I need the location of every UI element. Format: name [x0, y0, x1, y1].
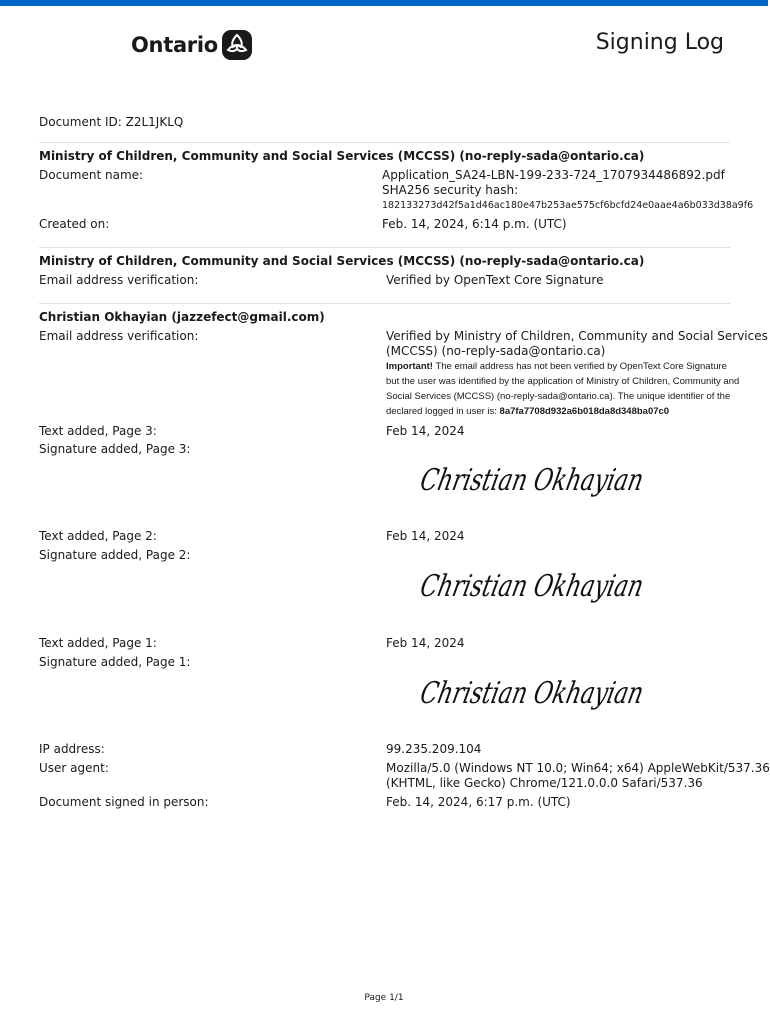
created-label: Created on: [39, 217, 110, 231]
text-added-label: Text added, Page 1: [39, 636, 157, 650]
document-name-value: Application_SA24-LBN-199-233-724_1707934486892.pdf [382, 168, 725, 182]
signature-text: Christian Okhayian [417, 463, 719, 498]
signature-text: Christian Okhayian [417, 569, 719, 604]
important-text: declared logged in user is: [386, 406, 497, 417]
important-note-end [386, 404, 669, 419]
important-text: The email address has not been verified by OpenText Core Signature [435, 361, 727, 372]
top-accent-bar [0, 0, 768, 6]
email-verification-label: Email address verification: [39, 273, 199, 287]
created-value: Feb. 14, 2024, 6:14 p.m. (UTC) [382, 217, 567, 231]
user-agent-label: User agent: [39, 761, 109, 775]
text-added-value: Feb 14, 2024 [386, 424, 465, 438]
page-number: Page 1/1 [364, 993, 404, 1003]
important-text: but the user was identified by the application of Ministry of Children, Community and [386, 376, 740, 387]
section-heading: Ministry of Children, Community and Social Services (MCCSS) (no-reply-sada@ontario.ca) [39, 254, 645, 268]
signature-text: Christian Okhayian [417, 676, 719, 711]
email-verification-label: Email address verification: [39, 329, 199, 343]
user-agent-value: Mozilla/5.0 (Windows NT 10.0; Win64; x64) AppleWebKit/537.36 [386, 761, 770, 775]
logo-text: Ontario [131, 33, 218, 57]
signature-added-label: Signature added, Page 2: [39, 548, 191, 562]
important-note [386, 359, 727, 374]
email-verification-value: (MCCSS) (no-reply-sada@ontario.ca) [386, 344, 606, 358]
document-name-label: Document name: [39, 168, 144, 182]
ontario-logo [131, 30, 252, 60]
signed-in-person-value: Feb. 14, 2024, 6:17 p.m. (UTC) [386, 795, 571, 809]
divider [39, 247, 730, 248]
ip-address-value: 99.235.209.104 [386, 742, 482, 756]
divider [39, 303, 730, 304]
text-added-value: Feb 14, 2024 [386, 529, 465, 543]
text-added-value: Feb 14, 2024 [386, 636, 465, 650]
important-text: Social Services (MCCSS) (no-reply-sada@ontario.ca). The unique identifier of the [386, 391, 731, 402]
user-identifier: 8a7fa7708d932a6b018da8d348ba07c0 [499, 406, 670, 417]
signature-added-label: Signature added, Page 1: [39, 655, 191, 669]
page-title: Signing Log [595, 30, 724, 55]
divider [39, 142, 730, 143]
section-heading: Christian Okhayian (jazzefect@gmail.com) [39, 310, 325, 324]
text-added-label: Text added, Page 3: [39, 424, 157, 438]
hash-label: SHA256 security hash: [382, 183, 519, 197]
email-verification-value: Verified by Ministry of Children, Community and Social Services [386, 329, 768, 343]
section-heading: Ministry of Children, Community and Social Services (MCCSS) (no-reply-sada@ontario.ca) [39, 149, 645, 163]
signature-image [415, 665, 719, 719]
hash-value: 182133273d42f5a1d46ac180e47b253ae575cf6bcfd24e0aae4a6b033d38a9f6 [382, 200, 754, 211]
signed-in-person-label: Document signed in person: [39, 795, 209, 809]
signature-image [415, 452, 719, 506]
trillium-icon [222, 30, 252, 60]
important-label: Important! [386, 361, 433, 372]
email-verification-value: Verified by OpenText Core Signature [386, 273, 604, 287]
text-added-label: Text added, Page 2: [39, 529, 157, 543]
signature-image [415, 558, 719, 612]
signature-added-label: Signature added, Page 3: [39, 442, 191, 456]
ip-address-label: IP address: [39, 742, 105, 756]
document-id: Document ID: Z2L1JKLQ [39, 115, 184, 129]
user-agent-value: (KHTML, like Gecko) Chrome/121.0.0.0 Safari/537.36 [386, 776, 703, 790]
